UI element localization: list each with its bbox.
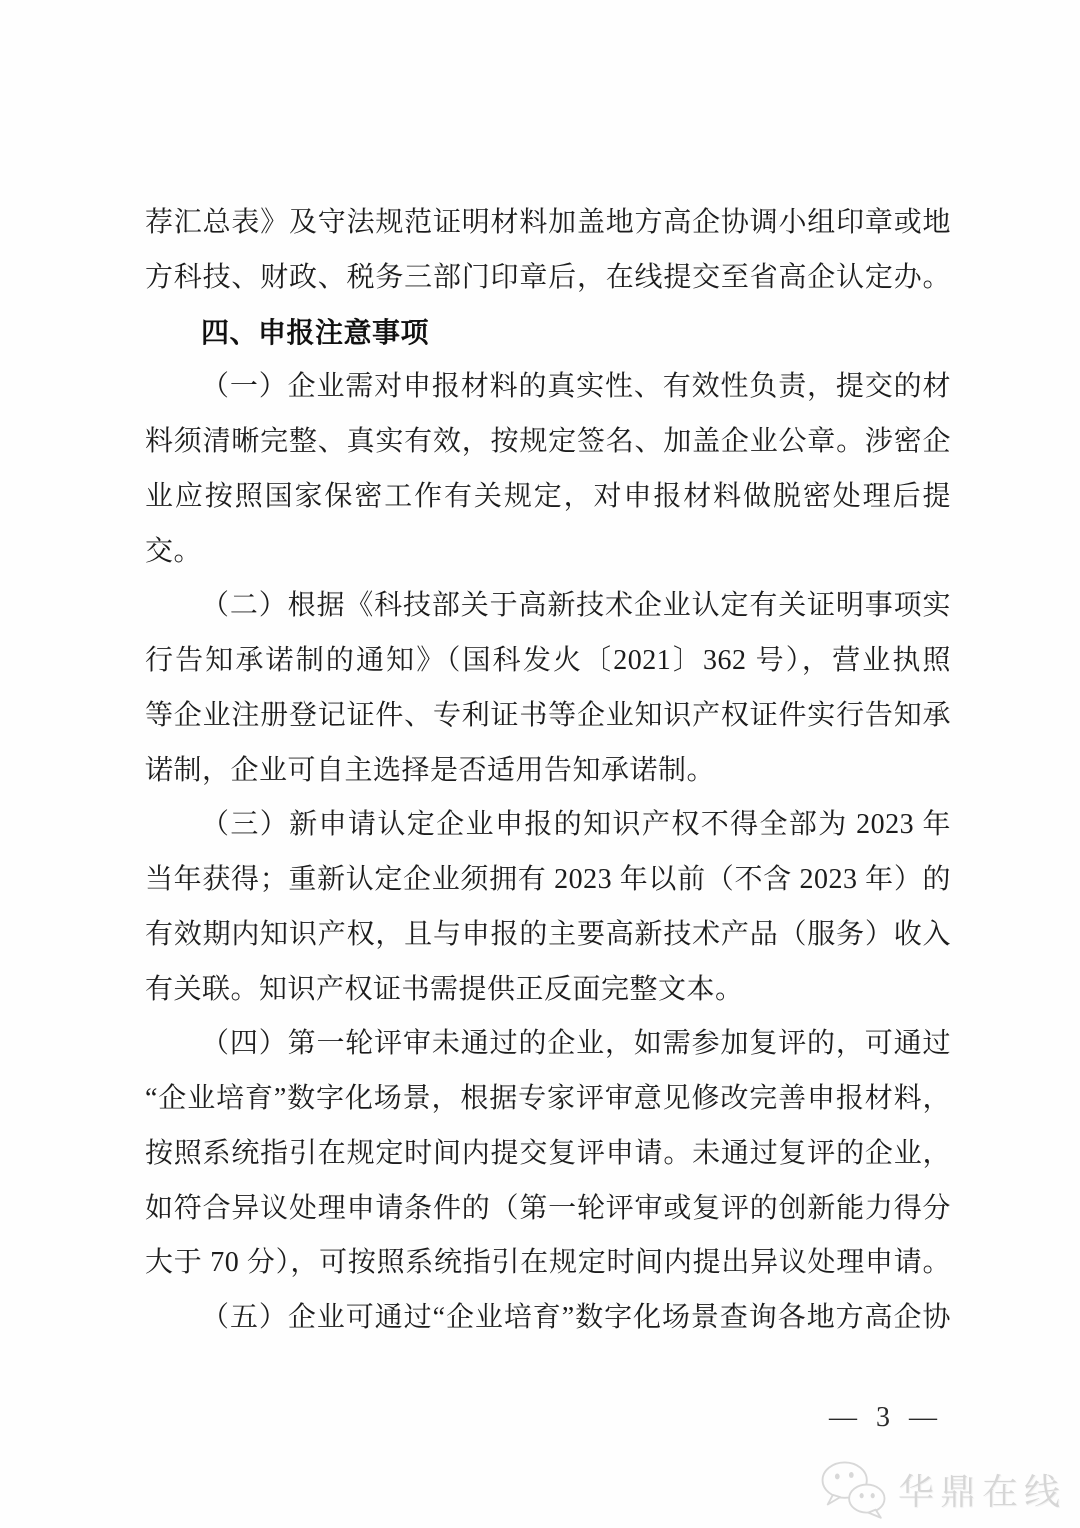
text-line: （三）新申请认定企业申报的知识产权不得全部为 2023 年 (201, 809, 951, 841)
text-line: （五）企业可通过“企业培育”数字化场景查询各地方高企协 (201, 1302, 951, 1333)
page-number: — 3 — (829, 1402, 943, 1433)
text-line: （一）企业需对申报材料的真实性、有效性负责，提交的材 (201, 371, 951, 403)
text-line: （四）第一轮评审未通过的企业，如需参加复评的，可通过 (201, 1028, 951, 1060)
wechat-icon (818, 1458, 892, 1520)
watermark (818, 1458, 1066, 1520)
section-heading: 四、申报注意事项 (201, 316, 430, 348)
text-line: 有关联。知识产权证书需提供正反面完整文本。 (145, 973, 744, 1005)
page-footer (829, 1402, 943, 1434)
text-line: “企业培育”数字化场景，根据专家评审意见修改完善申报材料， (145, 1083, 951, 1114)
text-line: 有效期内知识产权，且与申报的主要高新技术产品（服务）收入 (145, 918, 951, 950)
text-line: （二）根据《科技部关于高新技术企业认定有关证明事项实 (201, 590, 951, 622)
text-line: 方科技、财政、税务三部门印章后，在线提交至省高企认定办。 (145, 261, 951, 293)
text-line: 行告知承诺制的通知》（国科发火〔2021〕362 号），营业执照 (145, 645, 951, 676)
text-line: 料须清晰完整、真实有效，按规定签名、加盖企业公章。涉密企 (145, 426, 951, 457)
text-line: 交。 (145, 535, 203, 567)
text-line: 按照系统指引在规定时间内提交复评申请。未通过复评的企业， (145, 1137, 951, 1169)
watermark-text: 华鼎在线 (897, 1471, 1066, 1512)
text-line: 诺制，企业可自主选择是否适用告知承诺制。 (145, 754, 716, 786)
text-line: 荐汇总表》及守法规范证明材料加盖地方高企协调小组印章或地 (145, 207, 951, 238)
text-line: 如符合异议处理申请条件的（第一轮评审或复评的创新能力得分 (145, 1192, 951, 1224)
text-line: 当年获得；重新认定企业须拥有 2023 年以前（不含 2023 年）的 (145, 864, 951, 895)
text-line: 大于 70 分），可按照系统指引在规定时间内提出异议处理申请。 (145, 1247, 951, 1279)
document-body (145, 196, 951, 1346)
text-line: 等企业注册登记证件、专利证书等企业知识产权证件实行告知承 (145, 699, 951, 731)
text-line: 业应按照国家保密工作有关规定，对申报材料做脱密处理后提 (145, 480, 951, 512)
